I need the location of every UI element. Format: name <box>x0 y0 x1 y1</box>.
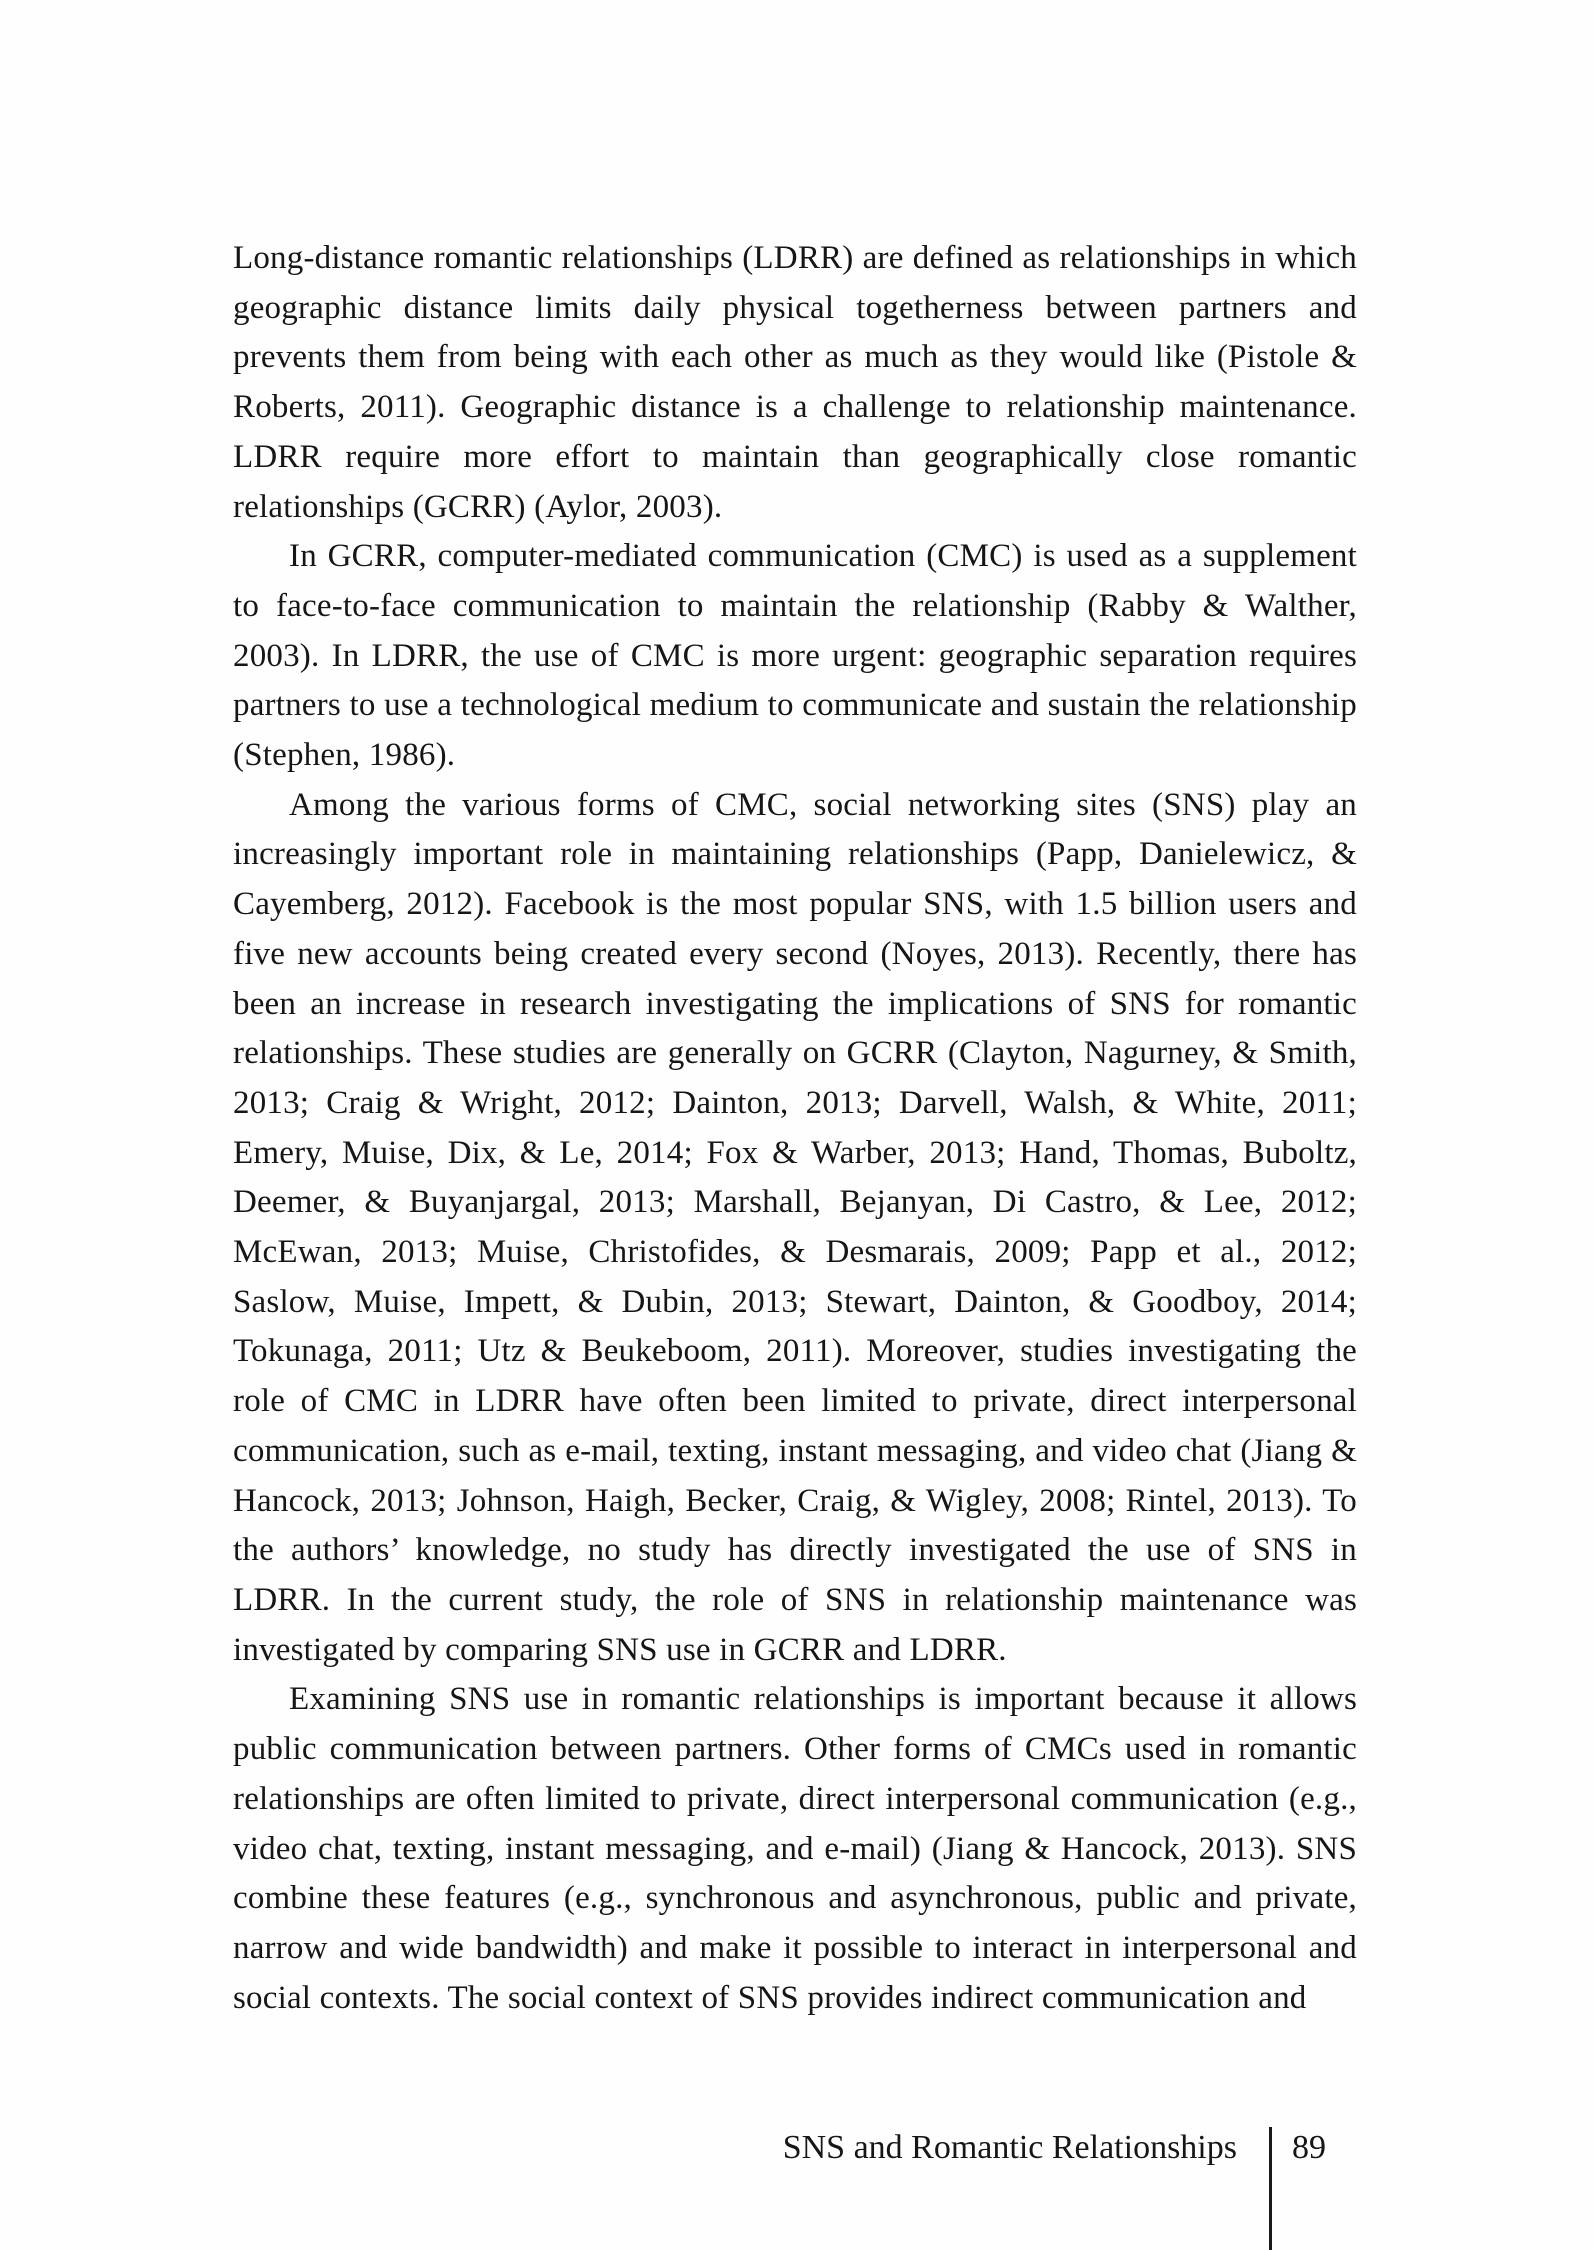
running-head: SNS and Romantic Relationships <box>782 2129 1237 2166</box>
body-text <box>233 234 1357 2023</box>
paragraph-examining-sns: Examining SNS use in romantic relationships is important because it allows public communication between partners. Other forms of CMCs used in romantic relationships are often limited to private, direct interpersonal communication (e.g., video chat, texting, instant messaging, and e-mail) (Jiang & Hancock, 2013). SNS combine these features (e.g., synchronous and asynchronous, public and private, narrow and wide bandwidth) and make it possible to interact in interpersonal and social contexts. The social context of SNS provides indirect communication and <box>233 1681 1357 2016</box>
page-number: 89 <box>1292 2129 1326 2166</box>
paragraph-ldrr-definition: Long-distance romantic relationships (LDRR) are defined as relationships in which geographic distance limits daily physical togetherness between partners and prevents them from being with each other as much as they would like (Pistole & Roberts, 2011). Geographic distance is a challenge to relationship maintenance. LDRR require more effort to maintain than geographically close romantic relationships (GCRR) (Aylor, 2003). <box>233 240 1357 525</box>
paragraph-sns-research: Among the various forms of CMC, social networking sites (SNS) play an increasingly important role in maintaining relationships (Papp, Danielewicz, & Cayemberg, 2012). Facebook is the most popular SNS, with 1.5 billion users and five new accounts being created every second (Noyes, 2013). Recently, there has been an increase in research investigating the implications of SNS for romantic relationships. These studies are generally on GCRR (Clayton, Nagurney, & Smith, 2013; Craig & Wright, 2012; Dainton, 2013; Darvell, Walsh, & White, 2011; Emery, Muise, Dix, & Le, 2014; Fox & Warber, 2013; Hand, Thomas, Buboltz, Deemer, & Buyanjargal, 2013; Marshall, Bejanyan, Di Castro, & Lee, 2012; McEwan, 2013; Muise, Christofides, & Desmarais, 2009; Papp et al., 2012; Saslow, Muise, Impett, & Dubin, 2013; Stewart, Dainton, & Goodboy, 2014; Tokunaga, 2011; Utz & Beukeboom, 2011). Moreover, studies investigating the role of CMC in LDRR have often been limited to private, direct interpersonal communication, such as e-mail, texting, instant messaging, and video chat (Jiang & Hancock, 2013; Johnson, Haigh, Becker, Craig, & Wigley, 2008; Rintel, 2013). To the authors’ knowledge, no study has directly investigated the use of SNS in LDRR. In the current study, the role of SNS in relationship maintenance was investigated by comparing SNS use in GCRR and LDRR. <box>233 786 1357 1668</box>
page-footer <box>0 2127 1346 2250</box>
paragraph-cmc-in-gcrr: In GCRR, computer-mediated communication (CMC) is used as a supplement to face-to-face communication to maintain the relationship (Rabby & Walther, 2003). In LDRR, the use of CMC is more urgent: geographic separation requires partners to use a technological medium to communicate and sustain the relationship (Stephen, 1986). <box>233 538 1357 774</box>
